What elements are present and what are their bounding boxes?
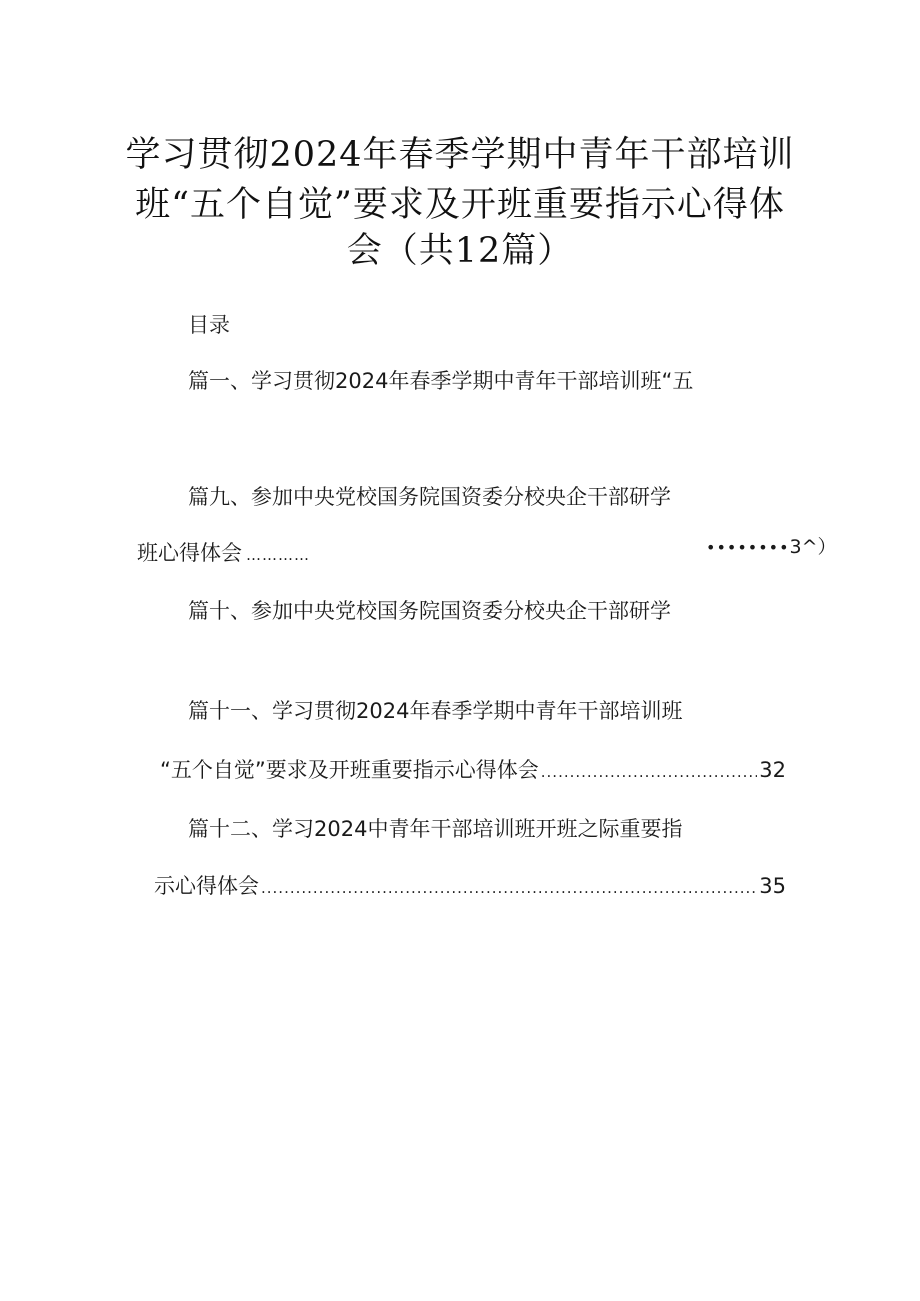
- toc-entry-12-text: 示心得体会: [154, 874, 259, 898]
- toc-entry-9-page-marker: [706, 532, 837, 563]
- toc-entry-9-text: 班心得体会: [137, 541, 242, 565]
- document-title-line-3: 会（共12篇）: [346, 231, 574, 271]
- toc-entry-10[interactable]: 篇十、参加中央党校国务院国资委分校央企干部研学: [188, 599, 671, 623]
- toc-entry-11-continuation[interactable]: [160, 755, 786, 787]
- toc-entry-11-text: “五个自觉”要求及开班重要指示心得体会: [160, 758, 539, 782]
- toc-entry-9-continuation[interactable]: [137, 538, 310, 570]
- toc-entry-1[interactable]: 篇一、学习贯彻2024年春季学期中青年干部培训班“五: [188, 369, 694, 393]
- toc-heading: 目录: [188, 313, 230, 337]
- toc-entry-9-leader: …………: [246, 546, 310, 564]
- document-title-line-2: 班“五个自觉”要求及开班重要指示心得体: [135, 185, 785, 225]
- toc-entry-9-page: 3^）: [789, 536, 837, 558]
- toc-entry-9-bullets: ••••••••: [706, 538, 790, 557]
- toc-entry-12-leader: [261, 873, 757, 903]
- toc-entry-11[interactable]: 篇十一、学习贯彻2024年春季学期中青年干部培训班: [188, 699, 683, 723]
- toc-entry-11-page: 32: [759, 758, 786, 782]
- toc-entry-9[interactable]: 篇九、参加中央党校国务院国资委分校央企干部研学: [188, 485, 671, 509]
- toc-entry-12-page: 35: [759, 874, 786, 898]
- toc-entry-11-leader: [541, 757, 758, 787]
- document-title-line-1: 学习贯彻2024年春季学期中青年干部培训: [125, 135, 795, 175]
- toc-entry-12[interactable]: 篇十二、学习2024中青年干部培训班开班之际重要指: [188, 817, 683, 841]
- toc-entry-12-continuation[interactable]: [154, 871, 786, 903]
